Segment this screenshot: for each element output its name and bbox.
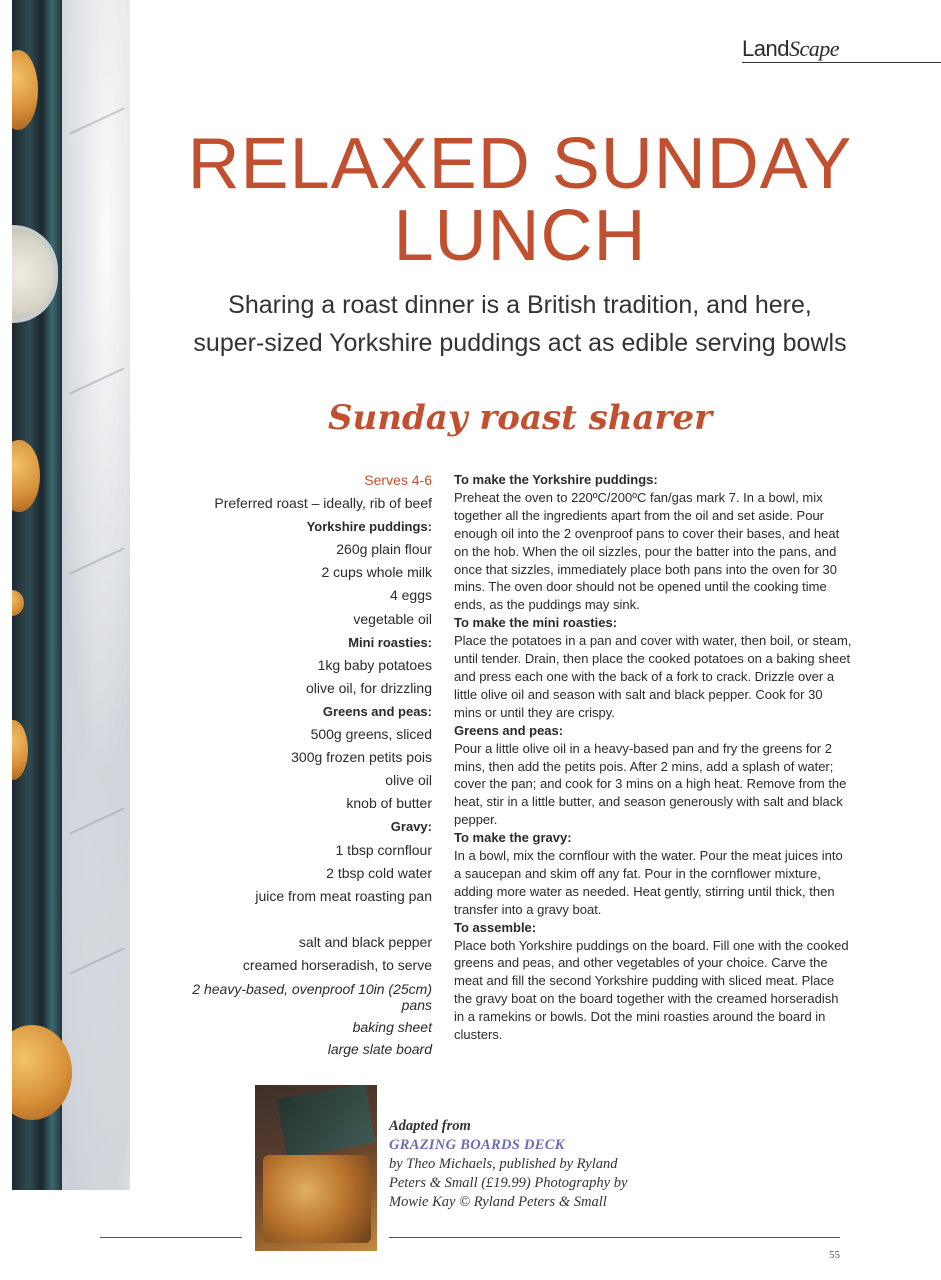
recipe-name: Sunday roast sharer bbox=[327, 398, 713, 438]
method-step: Place the potatoes in a pan and cover with water, then boil, or steam, until tender. Drain, then place the cooked potatoes on a baking sheet and press each one with the back of a fork to crack. Drizzle over a little olive oil and season with salt and black pepper. Cook for 30 mins or until they are crispy. bbox=[454, 633, 852, 720]
ingredient: 4 eggs bbox=[389, 587, 432, 604]
ingredients-list bbox=[190, 469, 432, 1059]
method-heading: To make the Yorkshire puddings: bbox=[454, 472, 658, 487]
book-credit bbox=[389, 1117, 649, 1212]
page-title: RELAXED SUNDAY LUNCH bbox=[187, 124, 853, 276]
ingredient: 500g greens, sliced bbox=[310, 726, 432, 743]
method-step: In a bowl, mix the cornflour with the water. Pour the meat juices into a saucepan and skim off any fat. Pour in the cornflower mixture, adding more water as needed. Heat gently, stirring until thick, then transfer into a gravy boat. bbox=[454, 848, 843, 917]
ingredient: juice from meat roasting pan bbox=[255, 887, 432, 904]
footer-rule bbox=[389, 1237, 840, 1238]
ingredient: Preferred roast – ideally, rib of beef bbox=[214, 495, 432, 512]
ingredient-heading: Yorkshire puddings: bbox=[306, 519, 432, 535]
header-rule bbox=[742, 62, 941, 63]
magazine-logo: LandScape bbox=[742, 36, 839, 61]
equipment-item: large slate board bbox=[327, 1040, 432, 1057]
method-step: Preheat the oven to 220ºC/200ºC fan/gas mark 7. In a bowl, mix together all the ingredients apart from the oil and set aside. Pour enough oil into the 2 ovenproof pans to cover their bases, and heat on the hob. When the oil sizzles, pour the batter into the pans, and once that sizzles, immediately place both pans into the oven for 30 mins. The oven door should not be opened until the cooking time ends, as the puddings may sink. bbox=[454, 489, 840, 613]
method-step: Pour a little olive oil in a heavy-based pan and fry the greens for 2 mins, then add the petits pois. After 2 mins, add a splash of water; cover the pan; and cook for 3 mins on a high heat. Remove from the heat, stir in a little butter, and season generously with salt and black pepper. bbox=[454, 740, 847, 828]
method-step: Place both Yorkshire puddings on the board. Fill one with the cooked greens and peas, and other vegetables of your choice. Carve the meat and fill the second Yorkshire pudding with sliced meat. Place the gravy boat on the board together with the creamed horseradish in a ramekins or bowls. Dot the mini roasties around the board in clusters. bbox=[454, 937, 849, 1043]
ingredient: 260g plain flour bbox=[336, 541, 432, 558]
ingredient: creamed horseradish, to serve bbox=[242, 956, 432, 973]
method-heading: Greens and peas: bbox=[454, 722, 564, 738]
ingredient: 2 cups whole milk bbox=[321, 564, 432, 581]
ingredient: olive oil, for drizzling bbox=[305, 679, 432, 696]
food-photo-strip bbox=[12, 0, 130, 1190]
ingredient-heading: Mini roasties: bbox=[348, 634, 432, 650]
equipment-item: baking sheet bbox=[352, 1018, 432, 1035]
yorkshire-pudding-image bbox=[12, 1025, 72, 1120]
ingredient: 1 tbsp cornflour bbox=[335, 841, 432, 858]
ingredient: 2 tbsp cold water bbox=[326, 864, 432, 881]
footer-rule bbox=[100, 1237, 242, 1238]
ingredient: olive oil bbox=[385, 772, 432, 789]
card-deck-box bbox=[276, 1085, 375, 1158]
subtitle-line: Sharing a roast dinner is a British tradition, and here, bbox=[228, 291, 812, 319]
method-heading: To assemble: bbox=[454, 919, 537, 935]
ingredient-heading: Greens and peas: bbox=[322, 703, 432, 719]
method-heading: To make the mini roasties: bbox=[454, 615, 618, 631]
credit-book-title: GRAZING BOARDS DECK bbox=[389, 1137, 565, 1153]
credit-lead: Adapted from bbox=[389, 1118, 471, 1134]
subtitle-line: super-sized Yorkshire puddings act as edible serving bowls bbox=[193, 329, 847, 357]
grazing-board-photo bbox=[263, 1155, 371, 1243]
ingredient-heading: Gravy: bbox=[390, 819, 432, 835]
ingredient: 1kg baby potatoes bbox=[317, 656, 432, 673]
ingredient: knob of butter bbox=[346, 795, 432, 812]
method-text bbox=[454, 471, 852, 1044]
page-number: 55 bbox=[829, 1249, 840, 1261]
book-cover-image bbox=[255, 1085, 377, 1251]
serves-count: Serves 4-6 bbox=[364, 472, 432, 488]
credit-text: by Theo Michaels, published by Ryland Peters & Small (£19.99) Photography by Mowie Kay © Ryland Peters & Small bbox=[389, 1156, 628, 1210]
method-heading: To make the gravy: bbox=[454, 830, 572, 846]
ingredient: 300g frozen petits pois bbox=[291, 749, 432, 766]
ingredient: salt and black pepper bbox=[298, 933, 432, 950]
ingredient: vegetable oil bbox=[353, 610, 432, 627]
equipment-item: 2 heavy-based, ovenproof 10in (25cm) pans bbox=[192, 980, 432, 1013]
page-subtitle bbox=[130, 286, 910, 362]
